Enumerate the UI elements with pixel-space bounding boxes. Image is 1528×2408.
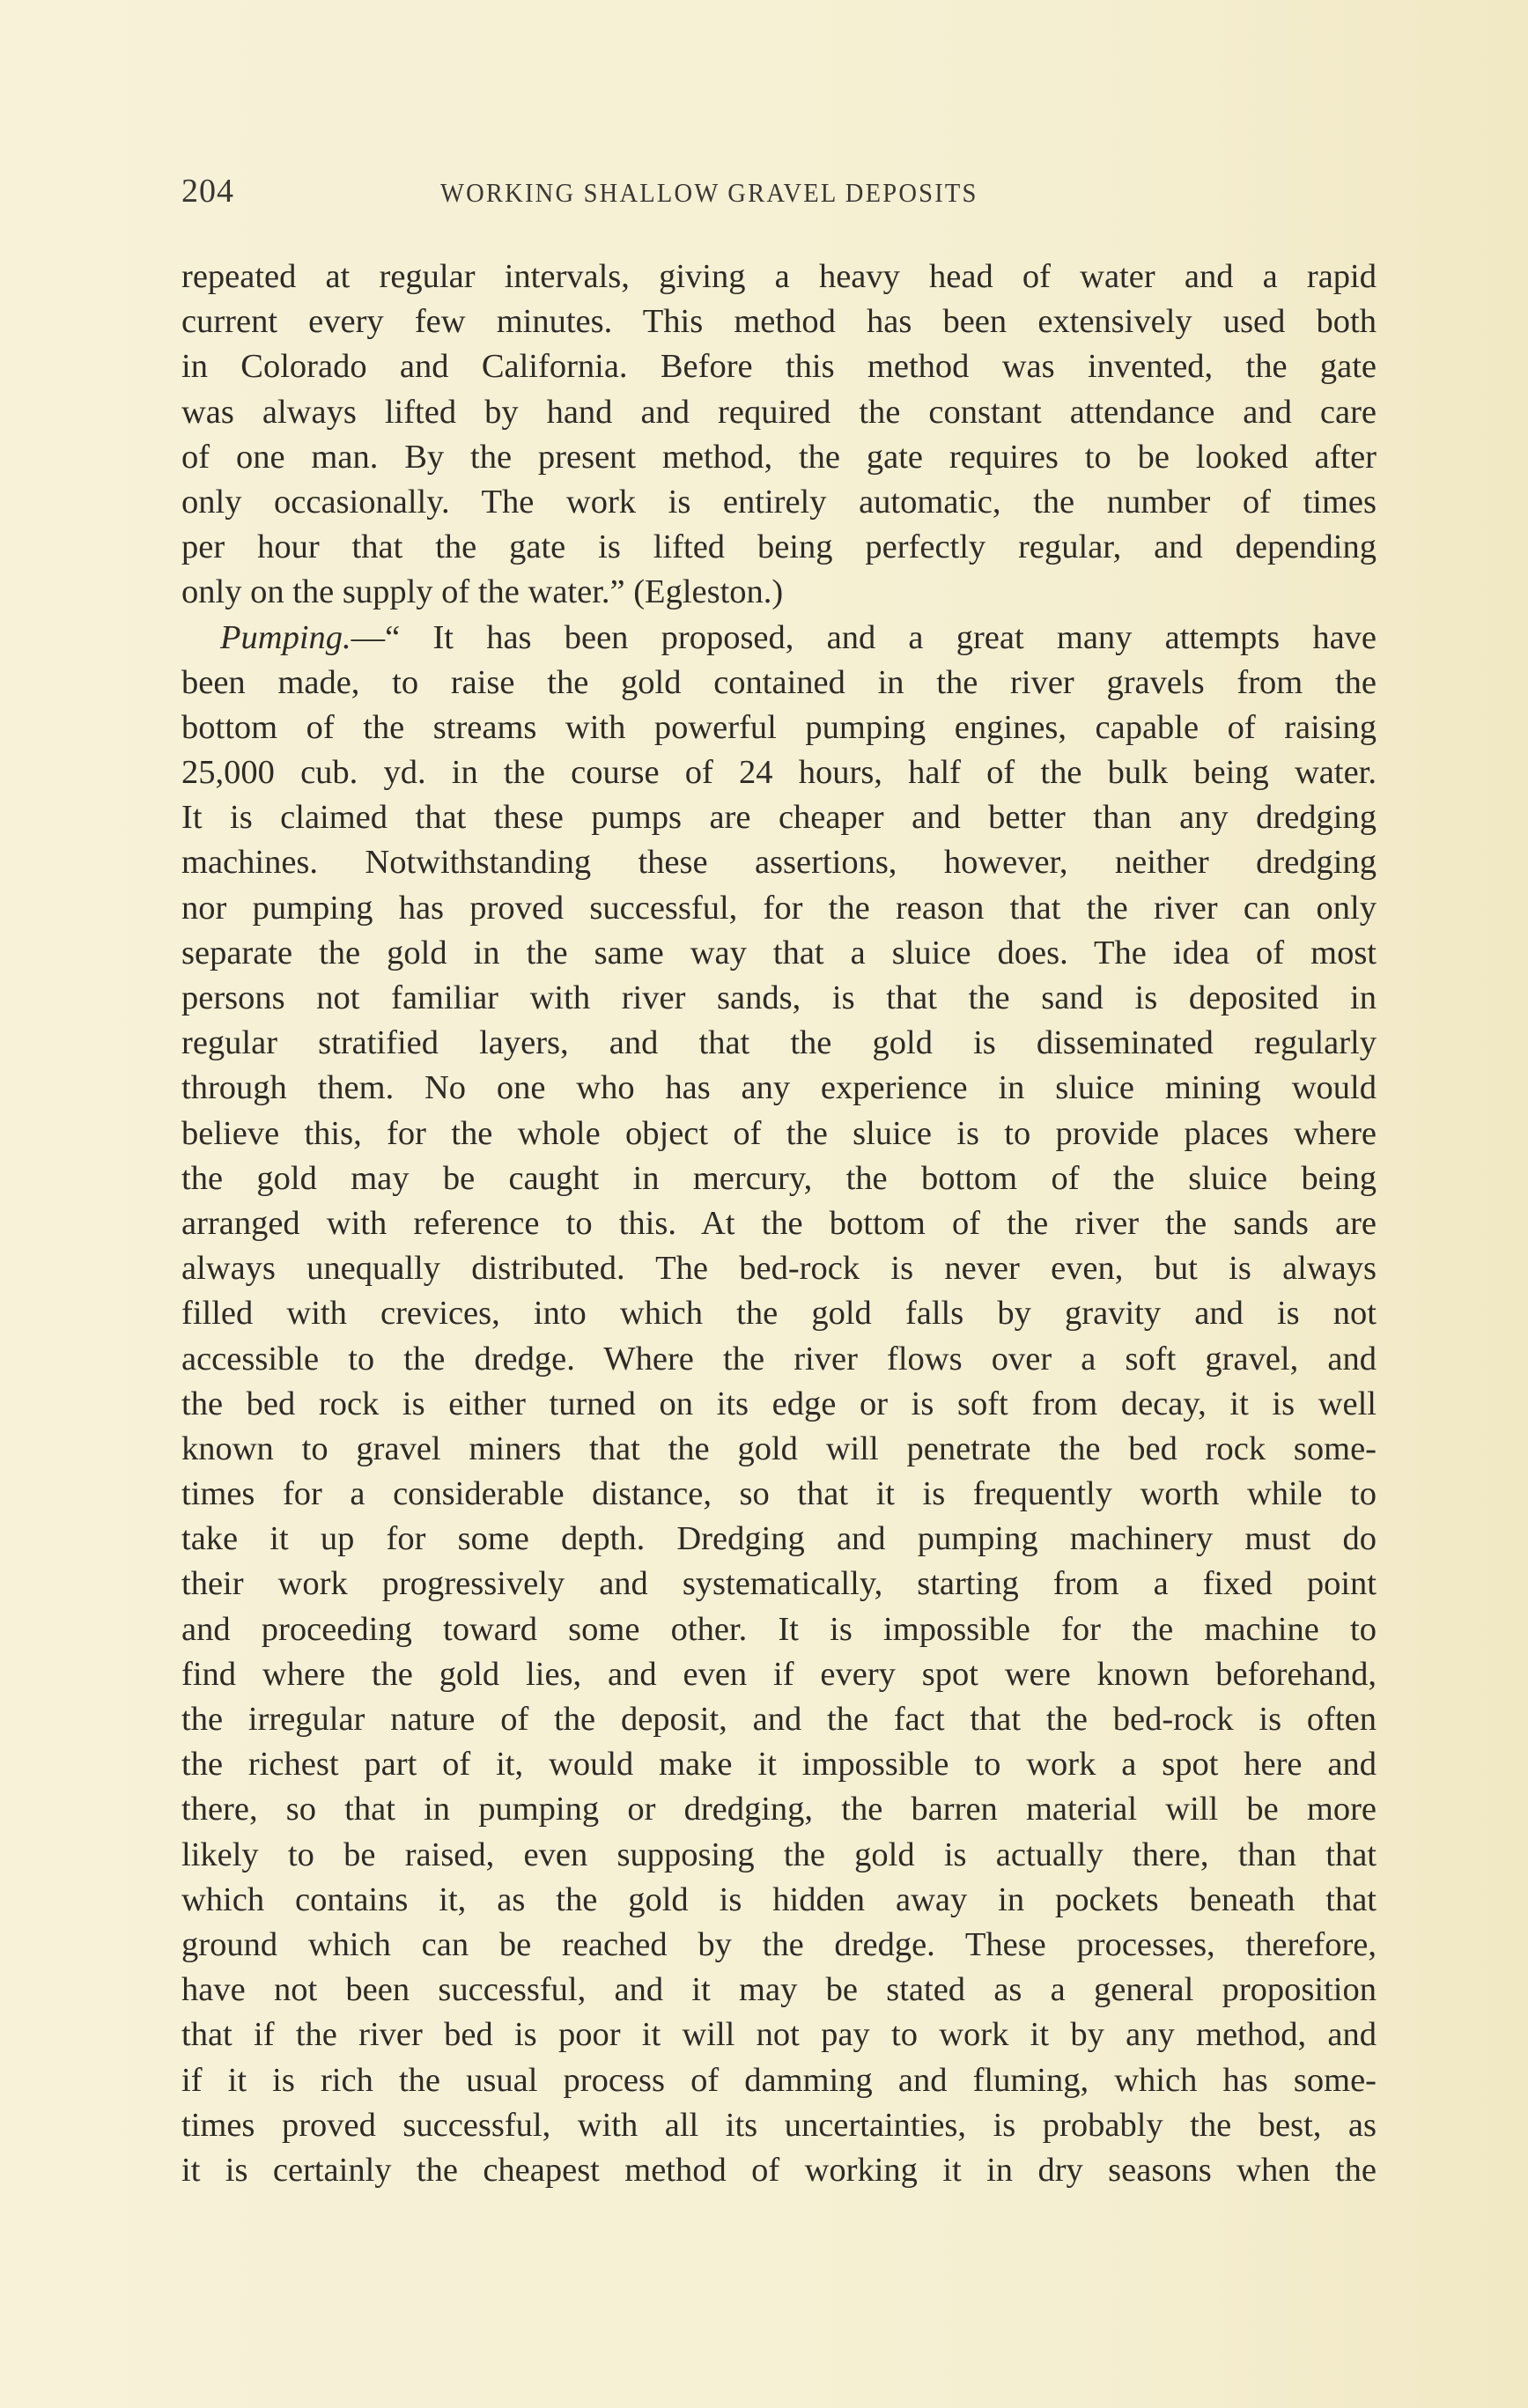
running-title: WORKING SHALLOW GRAVEL DEPOSITS bbox=[440, 177, 978, 208]
text-line: in Colorado and California. Before this method was invented, the gate bbox=[181, 348, 1377, 386]
text-line: if it is rich the usual process of damming and fluming, which has some- bbox=[181, 2061, 1377, 2099]
text-line: bottom of the streams with powerful pumping engines, capable of raising bbox=[181, 708, 1377, 746]
paragraph-first-line bbox=[181, 616, 1377, 661]
text-line: their work progressively and systematically, starting from a fixed point bbox=[181, 1565, 1377, 1603]
text-line: ground which can be reached by the dredge. These processes, therefore, bbox=[181, 1925, 1377, 1963]
text-line: accessible to the dredge. Where the river flows over a soft gravel, and bbox=[181, 1340, 1377, 1378]
text-line: only on the supply of the water.” (Egleston.) bbox=[181, 573, 784, 611]
text-line: only occasionally. The work is entirely automatic, the number of times bbox=[181, 483, 1377, 521]
text-line: persons not familiar with river sands, is that the sand is deposited in bbox=[181, 979, 1377, 1016]
text-line: of one man. By the present method, the gate requires to be looked after bbox=[181, 438, 1377, 476]
text-line: the richest part of it, would make it impossible to work a spot here and bbox=[181, 1746, 1377, 1784]
paragraph-gate-method bbox=[181, 255, 1377, 616]
text-line: take it up for some depth. Dredging and pumping machinery must do bbox=[181, 1520, 1377, 1558]
text-line: repeated at regular intervals, giving a heavy head of water and a rapid bbox=[181, 258, 1377, 295]
text-line: there, so that in pumping or dredging, the barren material will be more bbox=[181, 1791, 1377, 1828]
text-line: through them. No one who has any experience in sluice mining would bbox=[181, 1069, 1377, 1107]
running-head bbox=[181, 172, 1377, 225]
text-line: per hour that the gate is lifted being perfectly regular, and depending bbox=[181, 528, 1377, 566]
text-line: that if the river bed is poor it will not pay to work it by any method, and bbox=[181, 2016, 1377, 2054]
text-line: find where the gold lies, and even if every spot were known beforehand, bbox=[181, 1655, 1377, 1693]
first-line-text: —“ It has been proposed, and a great many attempts have bbox=[351, 618, 1377, 656]
section-heading-pumping: Pumping. bbox=[220, 618, 351, 656]
text-line: It is claimed that these pumps are cheaper and better than any dredging bbox=[181, 799, 1377, 837]
text-line: have not been successful, and it may be stated as a general proposition bbox=[181, 1971, 1377, 2009]
text-line: filled with crevices, into which the gold falls by gravity and is not bbox=[181, 1295, 1377, 1333]
text-line: arranged with reference to this. At the bottom of the river the sands are bbox=[181, 1204, 1377, 1242]
paragraph-pumping bbox=[181, 616, 1377, 2194]
text-line: separate the gold in the same way that a sluice does. The idea of most bbox=[181, 934, 1377, 971]
text-line: which contains it, as the gold is hidden away in pockets beneath that bbox=[181, 1880, 1377, 1918]
text-line: nor pumping has proved successful, for the reason that the river can only bbox=[181, 889, 1377, 927]
page-number: 204 bbox=[181, 173, 234, 210]
text-line: was always lifted by hand and required the constant attendance and care bbox=[181, 393, 1377, 431]
text-line: believe this, for the whole object of the sluice is to provide places where bbox=[181, 1114, 1377, 1152]
book-page bbox=[181, 172, 1377, 2193]
text-line: current every few minutes. This method has been extensively used both bbox=[181, 303, 1377, 341]
text-line: always unequally distributed. The bed-rock is never even, but is always bbox=[181, 1250, 1377, 1288]
text-line: likely to be raised, even supposing the gold is actually there, than that bbox=[181, 1836, 1377, 1873]
text-line: times proved successful, with all its uncertainties, is probably the best, as bbox=[181, 2106, 1377, 2144]
text-line: times for a considerable distance, so that it is frequently worth while to bbox=[181, 1475, 1377, 1513]
text-line: the irregular nature of the deposit, and the fact that the bed-rock is often bbox=[181, 1701, 1377, 1738]
text-line: machines. Notwithstanding these assertions, however, neither dredging bbox=[181, 844, 1377, 882]
text-line: it is certainly the cheapest method of working it in dry seasons when the bbox=[181, 2151, 1377, 2189]
text-line: the gold may be caught in mercury, the bottom of the sluice being bbox=[181, 1159, 1377, 1197]
text-line: the bed rock is either turned on its edge or is soft from decay, it is well bbox=[181, 1385, 1377, 1422]
text-line: and proceeding toward some other. It is impossible for the machine to bbox=[181, 1610, 1377, 1648]
text-line: regular stratified layers, and that the gold is disseminated regularly bbox=[181, 1024, 1377, 1062]
text-line: known to gravel miners that the gold will penetrate the bed rock some- bbox=[181, 1429, 1377, 1467]
text-line: been made, to raise the gold contained in the river gravels from the bbox=[181, 663, 1377, 701]
text-line: 25,000 cub. yd. in the course of 24 hours, half of the bulk being water. bbox=[181, 754, 1377, 792]
body-text bbox=[181, 255, 1377, 2193]
